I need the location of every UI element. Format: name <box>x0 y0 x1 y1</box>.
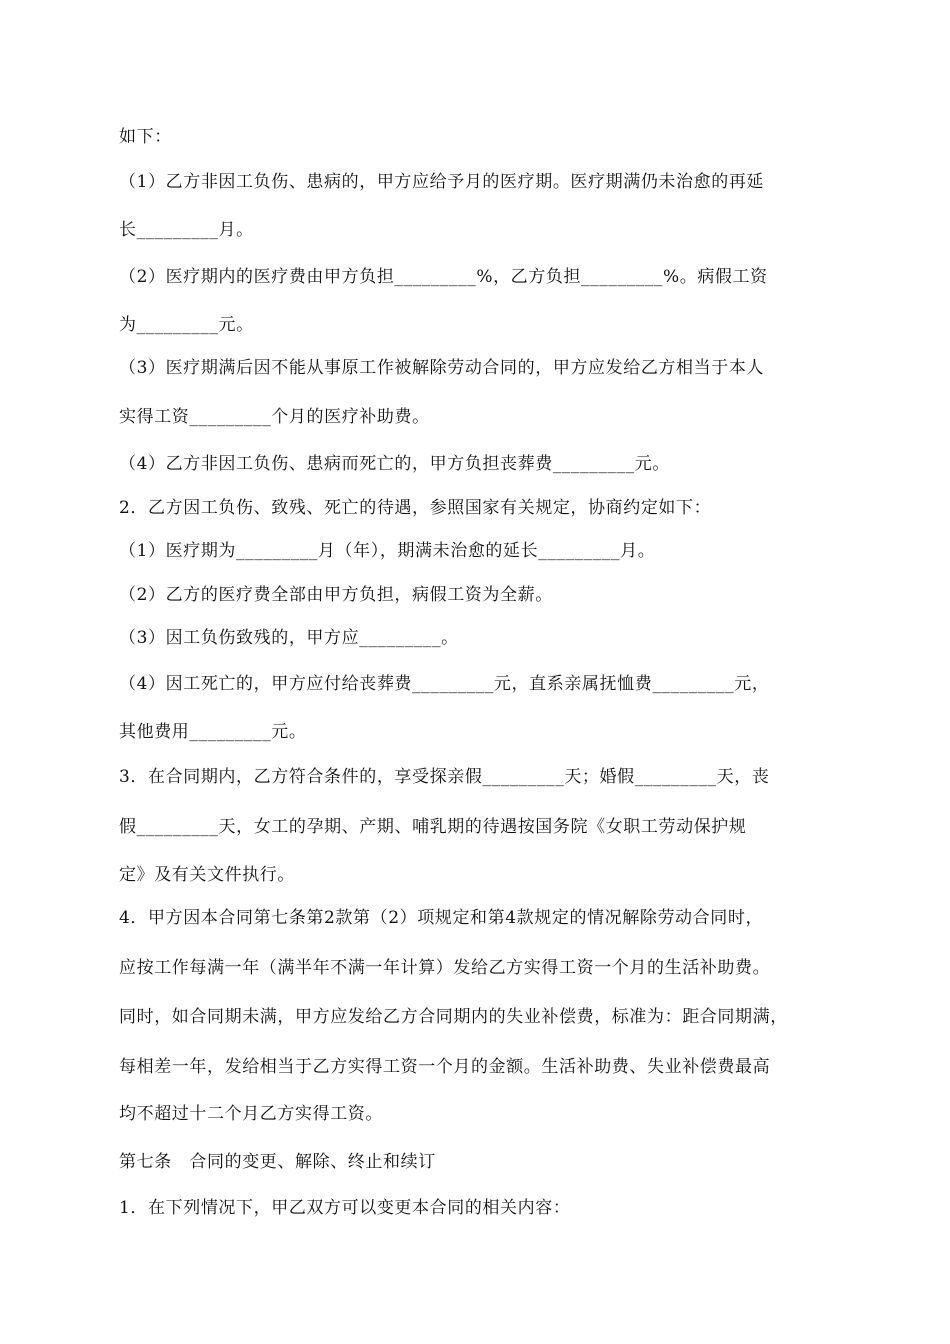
text-line: 定》及有关文件执行。 <box>119 865 295 885</box>
text-line: 其他费用_________元。 <box>119 722 307 742</box>
text-line: （1）乙方非因工负伤、患病的，甲方应给予月的医疗期。医疗期满仍未治愈的再延 <box>119 172 765 192</box>
text-line: 均不超过十二个月乙方实得工资。 <box>119 1104 383 1124</box>
text-line: 2．乙方因工负伤、致残、死亡的待遇，参照国家有关规定，协商约定如下： <box>119 498 712 518</box>
section-heading: 第七条 合同的变更、解除、终止和续订 <box>119 1152 436 1172</box>
text-line: （3）医疗期满后因不能从事原工作被解除劳动合同的，甲方应发给乙方相当于本人 <box>119 358 765 378</box>
text-line: （1）医疗期为_________月（年），期满未治愈的延长_________月。 <box>119 541 656 561</box>
text-line: （4）因工死亡的，甲方应付给丧葬费_________元，直系亲属抚恤费_________元， <box>119 674 770 694</box>
text-line: 如下： <box>119 127 172 147</box>
text-line: 1．在下列情况下，甲乙双方可以变更本合同的相关内容： <box>119 1198 571 1218</box>
text-line: （2）医疗期内的医疗费由甲方负担_________%，乙方负担_________%。病假工资 <box>119 267 768 287</box>
text-line: 3．在合同期内，乙方符合条件的，享受探亲假_________天；婚假_________天，丧 <box>119 767 770 787</box>
text-line: 应按工作每满一年（满半年不满一年计算）发给乙方实得工资一个月的生活补助费。 <box>119 958 771 978</box>
text-line: 实得工资_________个月的医疗补助费。 <box>119 407 430 427</box>
text-line: （3）因工负伤致残的，甲方应_________。 <box>119 628 459 648</box>
text-line: （4）乙方非因工负伤、患病而死亡的，甲方负担丧葬费_________元。 <box>119 454 670 474</box>
text-line: （2）乙方的医疗费全部由甲方负担，病假工资为全薪。 <box>119 585 553 605</box>
text-line: 长_________月。 <box>119 220 254 240</box>
text-line: 假_________天，女工的孕期、产期、哺乳期的待遇按国务院《女职工劳动保护规 <box>119 817 747 837</box>
text-line: 为_________元。 <box>119 315 254 335</box>
text-line: 每相差一年，发给相当于乙方实得工资一个月的金额。生活补助费、失业补偿费最高 <box>119 1057 771 1077</box>
text-line: 同时，如合同期未满，甲方应发给乙方合同期内的失业补偿费，标准为：距合同期满， <box>119 1007 788 1027</box>
text-line: 4．甲方因本合同第七条第2款第（2）项规定和第4款规定的情况解除劳动合同时， <box>119 908 764 928</box>
